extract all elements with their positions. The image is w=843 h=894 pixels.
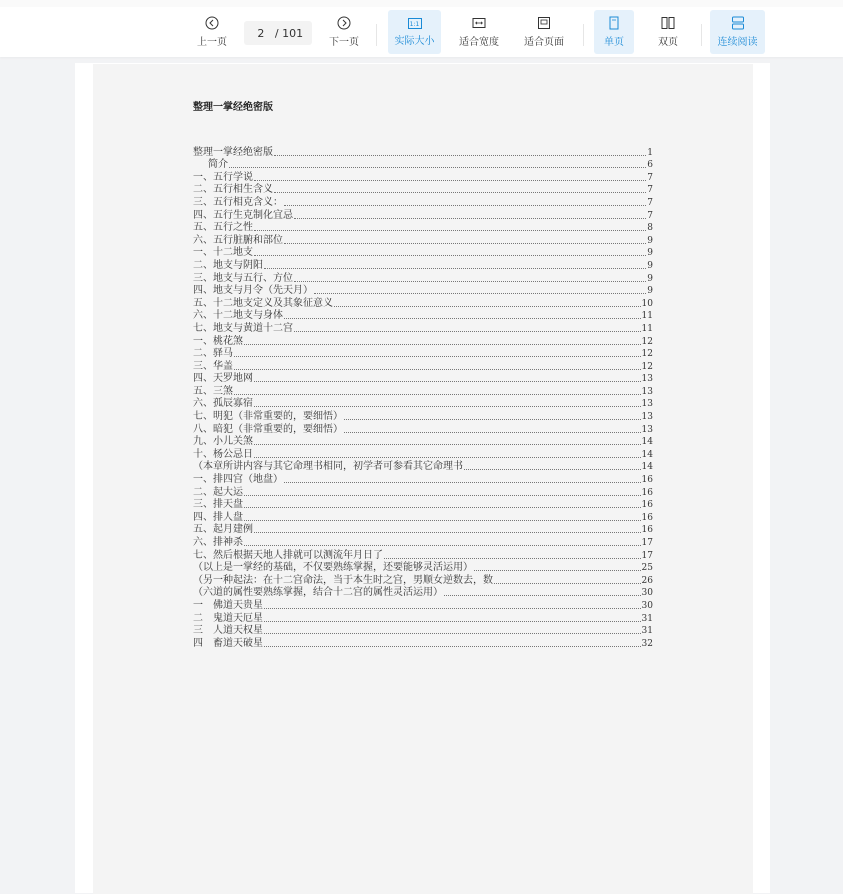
toc-entry-page-number: 7 (647, 185, 653, 196)
page-number-input[interactable] (253, 27, 269, 40)
toc-dot-leader (284, 205, 646, 206)
toc-entry-title: 七、然后根据天地人排就可以测流年月日了 (193, 549, 383, 561)
toc-entry-page-number: 17 (641, 538, 653, 548)
document-page (93, 64, 753, 894)
toc-entry-title: 十、杨公忌日 (193, 448, 253, 460)
toc-entry[interactable] (193, 473, 653, 486)
toc-entry[interactable] (193, 625, 653, 638)
toc-entry-page-number: 14 (641, 462, 653, 473)
toc-entry-page-number: 9 (647, 273, 653, 284)
toc-entry[interactable] (193, 398, 653, 411)
toc-dot-leader (229, 167, 646, 168)
toc-entry-page-number: 16 (641, 525, 653, 536)
toc-entry[interactable] (193, 574, 653, 587)
toc-entry[interactable] (193, 335, 653, 348)
toc-entry-title: 八、暗犯（非常重要的，要细悟） (193, 423, 343, 435)
toc-entry[interactable] (193, 209, 653, 222)
toc-entry-title: 四、排人盘 (193, 511, 243, 523)
toc-entry[interactable] (193, 612, 653, 625)
chevron-right-icon (337, 16, 351, 30)
toc-entry[interactable] (193, 259, 653, 272)
toc-entry-title: 整理一掌经绝密版 (193, 146, 273, 158)
toc-dot-leader (284, 243, 646, 244)
toc-entry[interactable] (193, 322, 653, 335)
toc-dot-leader (334, 306, 641, 307)
toc-entry[interactable] (193, 549, 653, 562)
actual-size-icon: 1:1 (408, 18, 422, 29)
toc-entry-page-number: 12 (641, 349, 653, 360)
toc-entry-title: 二 鬼道天厄星 (193, 612, 263, 624)
toc-entry-title: 五、五行之性 (193, 222, 253, 234)
toc-entry-title: （本章所讲内容与其它命理书相同，初学者可参看其它命理书 (193, 461, 463, 473)
toc-entry[interactable] (193, 499, 653, 512)
toc-dot-leader (254, 532, 641, 533)
toc-entry[interactable] (193, 247, 653, 260)
toc-entry-page-number: 9 (647, 260, 653, 271)
toc-entry-title: 四、五行生克制化宜忌 (193, 209, 293, 221)
toc-dot-leader (264, 268, 646, 269)
toc-dot-leader (264, 621, 641, 622)
toolbar-divider (583, 24, 584, 46)
toc-entry-title: 三、地支与五行、方位 (193, 272, 293, 284)
toc-entry[interactable] (193, 285, 653, 298)
toc-entry[interactable] (193, 373, 653, 386)
toc-entry[interactable] (193, 222, 653, 235)
toc-entry-page-number: 13 (641, 386, 653, 397)
toc-dot-leader (294, 331, 641, 332)
toc-dot-leader (444, 595, 641, 596)
toc-dot-leader (384, 558, 641, 559)
toc-dot-leader (234, 356, 641, 357)
toc-entry[interactable] (193, 524, 653, 537)
toc-entry-title: （以上是一掌经的基础，不仅要熟练掌握，还要能够灵活运用） (193, 562, 473, 574)
toc-dot-leader (244, 545, 641, 546)
toc-entry-title: 六、排神杀 (193, 537, 243, 548)
toc-entry-title: （六道的属性要熟练掌握，结合十二宫的属性灵活运用） (193, 587, 443, 599)
toc-entry-page-number: 17 (641, 550, 653, 561)
toc-dot-leader (284, 482, 641, 483)
toc-entry[interactable] (193, 410, 653, 423)
toc-entry-page-number: 9 (647, 235, 653, 246)
toc-entry-page-number: 7 (647, 197, 653, 208)
single-page-button[interactable] (594, 10, 634, 54)
toc-entry[interactable] (193, 310, 653, 323)
toc-entry[interactable] (193, 146, 653, 159)
toc-dot-leader (464, 469, 641, 470)
toc-entry-page-number: 30 (641, 588, 653, 599)
toc-dot-leader (344, 432, 641, 433)
double-page-icon (661, 16, 675, 30)
toc-entry-page-number: 7 (647, 210, 653, 221)
toc-entry[interactable] (193, 423, 653, 436)
toc-entry-title: 六、孤辰寡宿 (193, 398, 253, 410)
toc-entry-title: 四、天罗地网 (193, 373, 253, 385)
toc-entry[interactable] (193, 486, 653, 499)
toc-entry-page-number: 11 (641, 311, 653, 322)
fit-page-icon (537, 16, 551, 30)
toc-entry-title: 五、三煞 (193, 385, 233, 397)
toc-entry-page-number: 9 (647, 286, 653, 297)
toc-entry[interactable] (193, 171, 653, 184)
toc-entry-title: 四 畜道天破星 (193, 637, 263, 649)
toc-entry-title: 三、排天盘 (193, 499, 243, 511)
toc-entry-title: 简介 (208, 159, 228, 171)
toc-dot-leader (294, 218, 646, 219)
toc-entry-title: 五、十二地支定义及其象征意义 (193, 297, 333, 309)
chevron-left-icon (205, 16, 219, 30)
continuous-reading-button[interactable] (710, 10, 765, 54)
toc-entry-page-number: 14 (641, 449, 653, 460)
toc-entry[interactable] (193, 272, 653, 285)
toc-entry[interactable] (193, 448, 653, 461)
page-indicator (244, 21, 312, 45)
toc-dot-leader (244, 344, 641, 345)
toc-entry-title: 七、地支与黄道十二宫 (193, 322, 293, 334)
prev-page-label: 上一页 (197, 37, 227, 48)
toc-entry-title: 二、起大运 (193, 486, 243, 498)
toc-dot-leader (274, 192, 646, 193)
toc-dot-leader (264, 608, 641, 609)
toc-entry-page-number: 16 (641, 487, 653, 498)
toc-dot-leader (474, 570, 641, 571)
toc-entry-page-number: 16 (641, 500, 653, 511)
toc-dot-leader (274, 155, 646, 156)
toc-entry-page-number: 8 (647, 223, 653, 234)
toc-entry-title: 六、五行脏腑和部位 (193, 234, 283, 246)
continuous-reading-label: 连续阅读 (717, 37, 758, 48)
toc-entry-page-number: 14 (641, 437, 653, 448)
double-page-button[interactable] (648, 10, 688, 54)
single-page-icon (607, 16, 621, 30)
toc-entry-page-number: 13 (641, 424, 653, 435)
toc-entry-page-number: 11 (641, 323, 653, 334)
toolbar-divider (376, 24, 377, 46)
toc-dot-leader (344, 419, 641, 420)
toc-entry[interactable] (193, 184, 653, 197)
actual-size-button[interactable] (388, 10, 441, 54)
toc-entry-title: 三 人道天权星 (193, 625, 263, 637)
toc-entry-title: 六、十二地支与身体 (193, 310, 283, 322)
toc-entry[interactable] (193, 562, 653, 575)
fit-page-button[interactable] (519, 10, 569, 54)
document-title: 整理一掌经绝密版 (193, 102, 273, 113)
table-of-contents (193, 146, 653, 650)
toc-entry[interactable] (193, 436, 653, 449)
toc-entry[interactable] (193, 348, 653, 361)
toc-entry-page-number: 26 (641, 575, 653, 586)
toc-dot-leader (264, 633, 641, 634)
toc-entry-title: 七、明犯（非常重要的，要细悟） (193, 411, 343, 423)
toolbar-divider (701, 24, 702, 46)
toc-entry-page-number: 13 (641, 374, 653, 385)
toc-entry-page-number: 9 (647, 248, 653, 259)
toc-entry-title: 九、小儿关煞 (193, 436, 253, 448)
toc-entry-title: 三、华盖 (193, 360, 233, 372)
toc-entry-page-number: 1 (647, 147, 653, 158)
toc-dot-leader (244, 507, 641, 508)
toc-entry-title: 二、驿马 (193, 348, 233, 360)
toc-entry-page-number: 31 (641, 626, 653, 637)
toc-entry-title: 四、地支与月令（先天月） (193, 285, 313, 297)
toc-dot-leader (254, 255, 646, 256)
toc-dot-leader (254, 406, 641, 407)
toc-entry-page-number: 6 (647, 160, 653, 171)
toc-dot-leader (234, 394, 641, 395)
toc-dot-leader (234, 369, 641, 370)
toc-entry-title: 三、五行相克含义： (193, 196, 283, 208)
toc-entry-page-number: 16 (641, 512, 653, 523)
fit-width-button[interactable] (454, 10, 504, 54)
prev-page-button[interactable] (192, 10, 232, 54)
toc-entry[interactable] (193, 159, 653, 172)
toc-entry-page-number: 30 (641, 600, 653, 611)
toc-dot-leader (284, 318, 641, 319)
toc-dot-leader (254, 180, 646, 181)
toc-entry-page-number: 13 (641, 399, 653, 410)
toc-entry-page-number: 16 (641, 475, 653, 486)
toc-entry-page-number: 10 (641, 298, 653, 309)
toc-entry[interactable] (193, 196, 653, 209)
toc-entry-page-number: 12 (641, 336, 653, 347)
toc-dot-leader (244, 495, 641, 496)
toc-entry-title: 二、地支与阴阳 (193, 259, 263, 271)
toc-entry-page-number: 13 (641, 412, 653, 423)
toc-dot-leader (294, 281, 646, 282)
fit-page-label: 适合页面 (524, 37, 564, 48)
toc-entry-page-number: 7 (647, 172, 653, 183)
toc-entry[interactable] (193, 511, 653, 524)
toc-entry[interactable] (193, 637, 653, 650)
toc-entry[interactable] (193, 536, 653, 549)
next-page-button[interactable] (324, 10, 364, 54)
toc-dot-leader (264, 646, 641, 647)
toc-entry-page-number: 32 (641, 638, 653, 649)
actual-size-label: 实际大小 (394, 35, 435, 47)
toc-entry-page-number: 12 (641, 361, 653, 372)
toc-entry-page-number: 25 (641, 563, 653, 574)
toc-entry[interactable] (193, 461, 653, 474)
fit-width-label: 适合宽度 (459, 37, 499, 48)
toc-dot-leader (494, 583, 641, 584)
toc-entry-title: 一 佛道天贵星 (193, 599, 263, 611)
pdf-toolbar (0, 0, 843, 57)
toc-entry[interactable] (193, 234, 653, 247)
toc-dot-leader (314, 293, 646, 294)
toc-entry-title: 一、五行学说 (193, 171, 253, 183)
toc-entry[interactable] (193, 360, 653, 373)
fit-width-icon (472, 16, 486, 30)
toc-dot-leader (254, 457, 641, 458)
toc-entry[interactable] (193, 587, 653, 600)
next-page-label: 下一页 (329, 37, 359, 48)
toc-entry-title: 五、起月建例 (193, 524, 253, 536)
toc-entry-title: 一、排四宫（地盘） (193, 474, 283, 486)
toc-entry-title: 一、十二地支 (193, 247, 253, 259)
continuous-scroll-icon (731, 16, 745, 30)
toc-dot-leader (254, 444, 641, 445)
toc-entry[interactable] (193, 599, 653, 612)
toc-dot-leader (254, 230, 646, 231)
toc-entry-page-number: 31 (641, 613, 653, 624)
toc-dot-leader (244, 520, 641, 521)
toc-dot-leader (254, 381, 641, 382)
toc-entry[interactable] (193, 297, 653, 310)
single-page-label: 单页 (604, 37, 624, 48)
total-pages: / 101 (274, 26, 304, 40)
toc-entry-title: 一、桃花煞 (193, 335, 243, 347)
double-page-label: 双页 (658, 37, 678, 48)
toc-entry-title: 二、五行相生含义 (193, 184, 273, 196)
toc-entry[interactable] (193, 385, 653, 398)
toc-entry-title: （另一种起法：在十二宫命法，当于本生时之宫，男顺女逆数去，数 (193, 574, 493, 586)
